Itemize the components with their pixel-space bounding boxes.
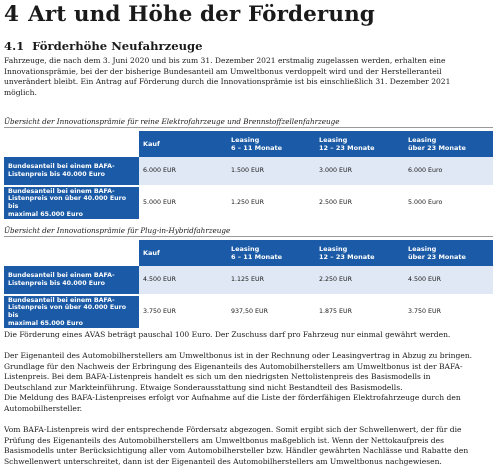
table-cell: 5.000 Euro xyxy=(404,187,493,219)
subsection-number: 4.1 xyxy=(4,39,25,53)
table-row xyxy=(4,187,493,219)
row-label: Bundesanteil bei einem BAFA- Listenpreis von über 40.000 Euro bis maximal 65.000 Euro xyxy=(4,296,139,328)
listenpreis-line: Basismodells unter Berücksichtigung aller vom Automobilhersteller bzw. Händler gewährten Nachlässe und Rabatte den xyxy=(4,446,469,456)
table-header-cell: Leasing über 23 Monate xyxy=(404,131,493,157)
hersteller-line: Der Eigenanteil des Automobilherstellers am Umweltbonus ist in der Rechnung oder Leasingvertrag in Abzug zu bringen. xyxy=(4,351,473,360)
subsection-title: Förderhöhe Neufahrzeuge xyxy=(32,39,203,53)
row-label: Bundesanteil bei einem BAFA- Listenpreis bis 40.000 Euro xyxy=(4,157,139,187)
table-header-empty xyxy=(4,240,139,266)
hersteller-line: Die Meldung des BAFA-Listenpreises erfolgt vor Aufnahme auf die Liste der förderfähigen Elektrofahrzeuge durch den xyxy=(4,393,461,403)
subsection-heading xyxy=(4,39,203,53)
section-heading xyxy=(4,2,375,27)
table-cell: 6.000 EUR xyxy=(139,157,227,187)
hersteller-line: Listenpreis. Bei dem BAFA-Listenpreis handelt es sich um den niedrigsten Nettolistenpreis des Basismodells in xyxy=(4,372,431,382)
table-header-empty xyxy=(4,131,139,157)
table-header-row xyxy=(4,131,493,157)
table-cell: 4.500 EUR xyxy=(404,266,493,296)
table-cell: 3.000 EUR xyxy=(315,157,404,187)
table1-caption-rule xyxy=(4,127,493,128)
hersteller-line: Automobilhersteller. xyxy=(4,403,83,413)
table-cell: 5.000 EUR xyxy=(139,187,227,219)
table-cell: 6.000 Euro xyxy=(404,157,493,187)
table-cell: 3.750 EUR xyxy=(404,296,493,328)
table-row xyxy=(4,266,493,296)
table-header-cell: Leasing 6 – 11 Monate xyxy=(227,240,315,266)
table-cell: 1.125 EUR xyxy=(227,266,315,296)
table2-caption: Übersicht der Innovationsprämie für Plug-in-Hybridfahrzeuge xyxy=(4,226,231,235)
table-header-cell: Leasing über 23 Monate xyxy=(404,240,493,266)
listenpreis-line: Prüfung des Eigenanteils des Automobilherstellers am Umweltbonus maßgeblich ist. Wenn der Nettokaufpreis des xyxy=(4,435,444,445)
row-label: Bundesanteil bei einem BAFA- Listenpreis bis 40.000 Euro xyxy=(4,266,139,296)
hersteller-paragraph xyxy=(4,351,496,415)
table-header-cell: Leasing 6 – 11 Monate xyxy=(227,131,315,157)
table-cell: 3.750 EUR xyxy=(139,296,227,328)
table1-caption: Übersicht der Innovationsprämie für reine Elektrofahrzeuge und Brennstoffzellenfahrzeuge xyxy=(4,117,340,126)
intro-line: unverändert bleibt. Ein Antrag auf Förderung durch die Innovationsprämie ist bis einschließlich 31. Dezember 2021 xyxy=(4,77,451,87)
table-cell: 2.500 EUR xyxy=(315,187,404,219)
table-header-cell: Leasing 12 – 23 Monate xyxy=(315,240,404,266)
table-cell: 937,50 EUR xyxy=(227,296,315,328)
table-header-cell: Kauf xyxy=(139,131,227,157)
table2 xyxy=(4,240,493,328)
intro-paragraph xyxy=(4,56,496,98)
intro-line: Fahrzeuge, die nach dem 3. Juni 2020 und bis zum 31. Dezember 2021 erstmalig zugelassen werden, erhalten eine xyxy=(4,56,446,65)
hersteller-line: Deutschland zur Markteinführung. Etwaige Sonderausstattung sind nicht Bestandteil des Basismodells. xyxy=(4,382,403,392)
avas-paragraph xyxy=(4,330,496,341)
intro-line: möglich. xyxy=(4,87,37,97)
row-label: Bundesanteil bei einem BAFA- Listenpreis von über 40.000 Euro bis maximal 65.000 Euro xyxy=(4,187,139,219)
section-title: Art und Höhe der Förderung xyxy=(28,2,375,27)
table-cell: 1.250 EUR xyxy=(227,187,315,219)
table-cell: 4.500 EUR xyxy=(139,266,227,296)
section-number: 4 xyxy=(4,2,20,27)
listenpreis-line: Schwellenwert unterschreitet, dann ist der Eigenanteil des Automobilherstellers am Umweltbonus nachgewiesen. xyxy=(4,456,442,466)
table-row xyxy=(4,157,493,187)
table-cell: 2.250 EUR xyxy=(315,266,404,296)
table-header-row xyxy=(4,240,493,266)
table-row xyxy=(4,296,493,328)
table1 xyxy=(4,131,493,219)
listenpreis-paragraph xyxy=(4,425,496,467)
listenpreis-line: Vom BAFA-Listenpreis wird der entsprechende Fördersatz abgezogen. Somit ergibt sich der Schwellenwert, der für die xyxy=(4,425,462,434)
table-header-cell: Leasing 12 – 23 Monate xyxy=(315,131,404,157)
table-cell: 1.500 EUR xyxy=(227,157,315,187)
hersteller-line: Grundlage für den Nachweis der Erbringung des Eigenanteils des Automobilherstellers am Umweltbonus ist der BAFA- xyxy=(4,361,463,371)
table-header-cell: Kauf xyxy=(139,240,227,266)
avas-line: Die Förderung eines AVAS beträgt pauschal 100 Euro. Der Zuschuss darf pro Fahrzeug nur einmal gewährt werden. xyxy=(4,330,451,339)
intro-line: Innovationsprämie, bei der der bisherige Bundesanteil am Umweltbonus verdoppelt wird und der Herstelleranteil xyxy=(4,66,442,76)
table2-caption-rule xyxy=(4,236,493,237)
table-cell: 1.875 EUR xyxy=(315,296,404,328)
